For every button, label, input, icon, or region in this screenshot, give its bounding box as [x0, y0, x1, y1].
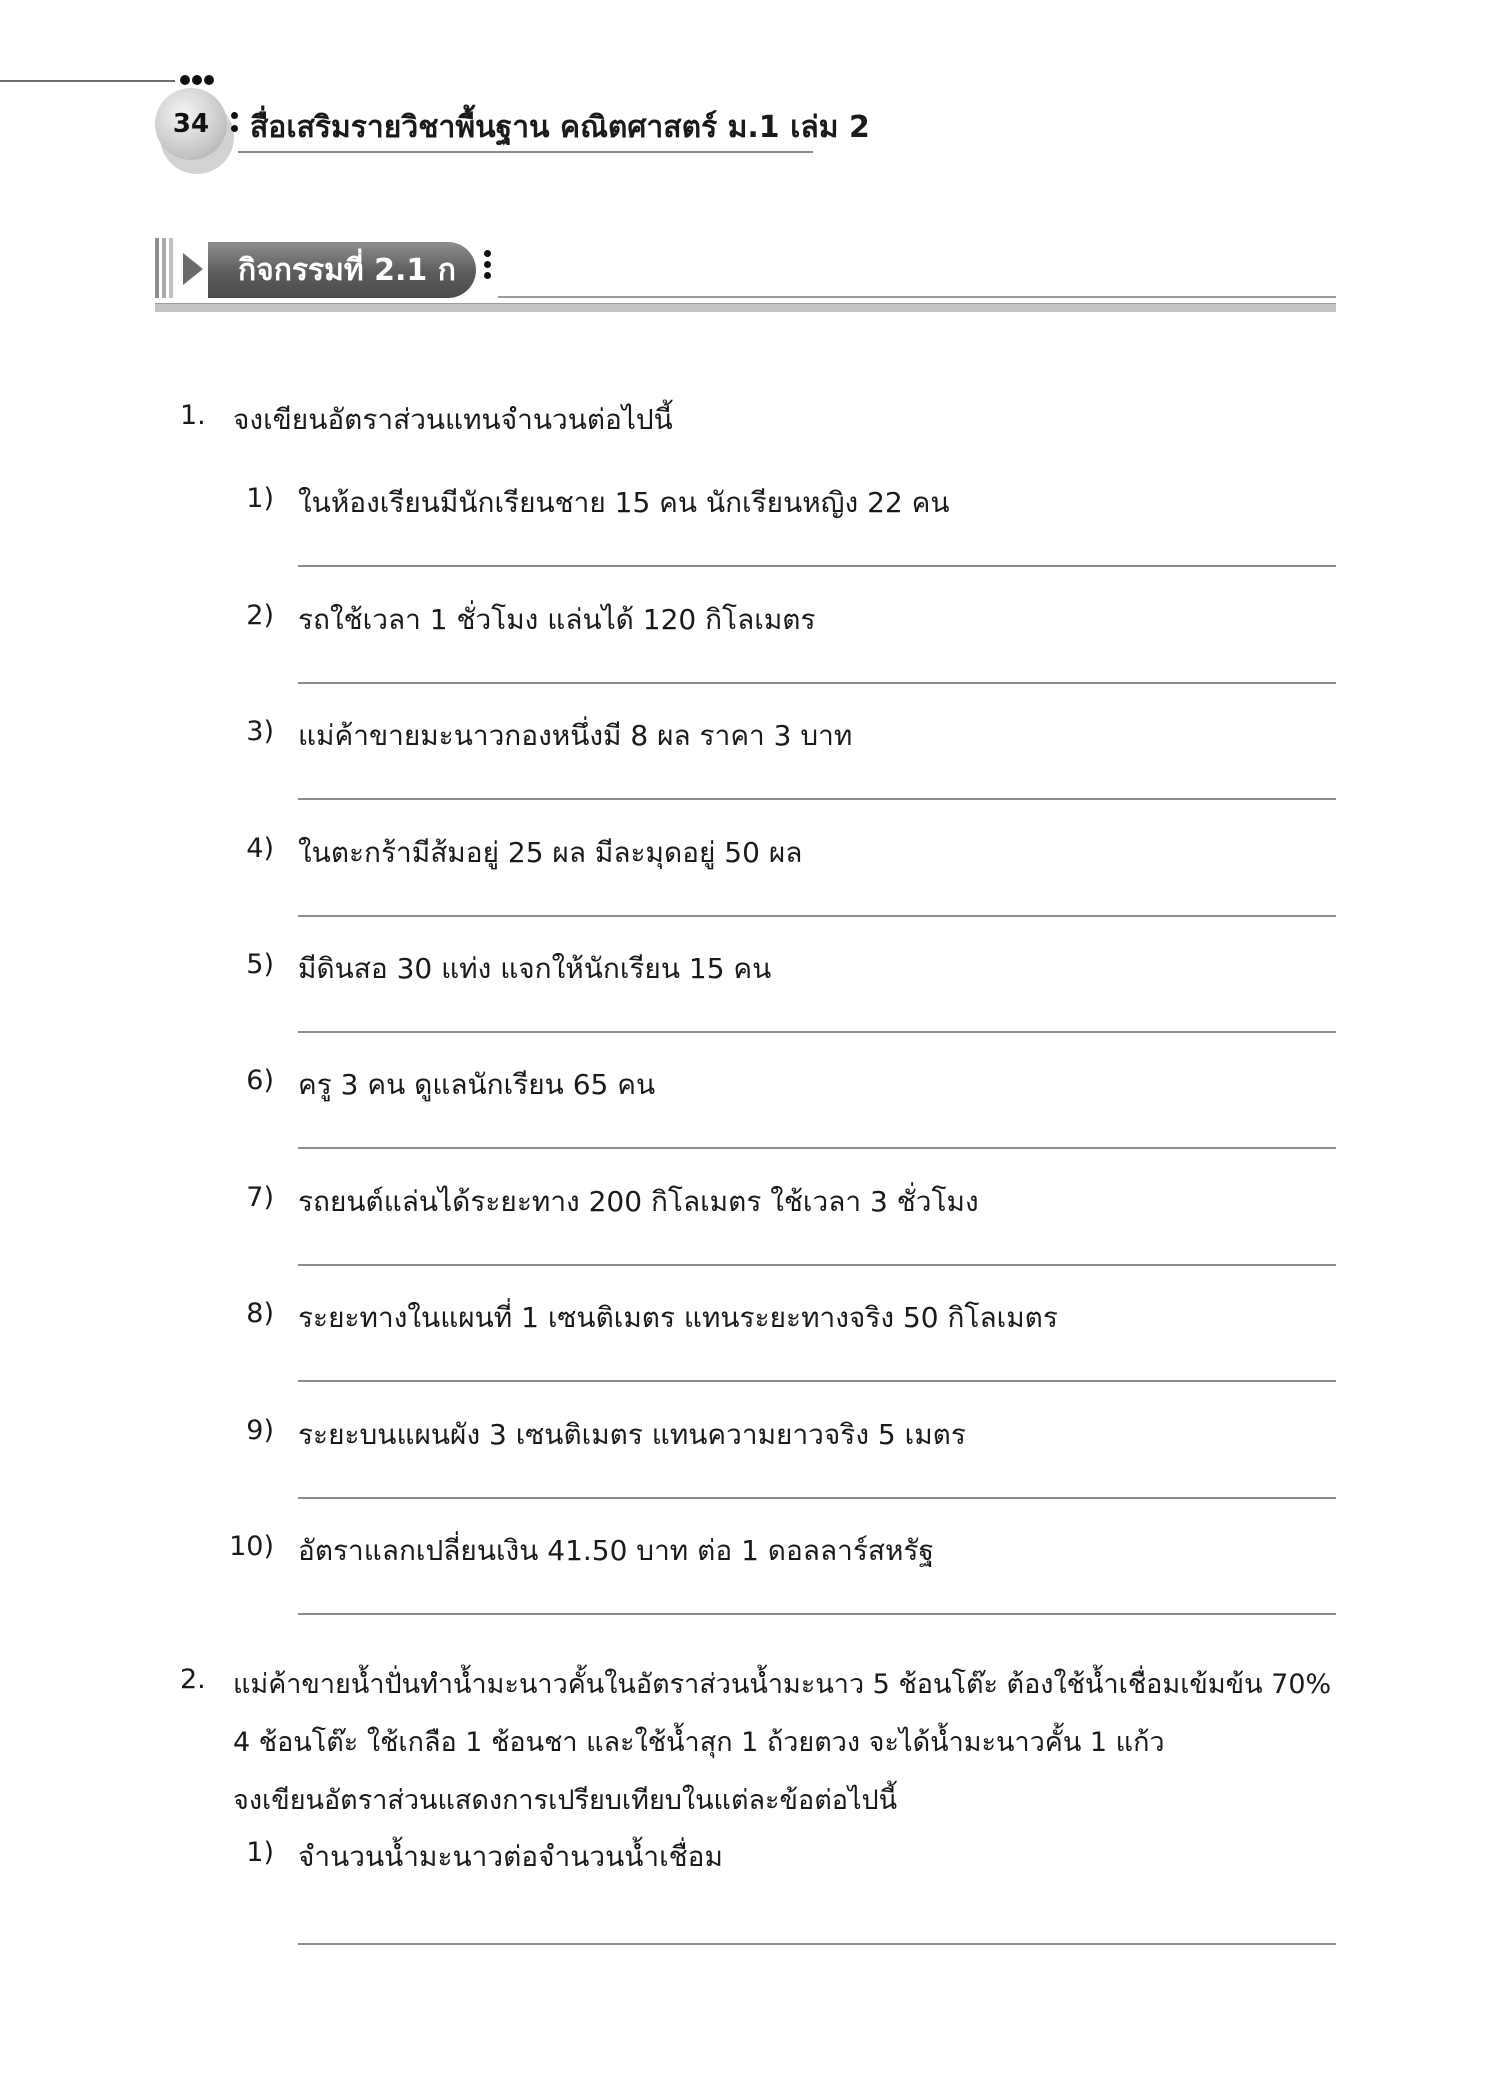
q1-item-7-text: รถยนต์แล่นได้ระยะทาง 200 กิโลเมตร ใช้เวลา 3 ชั่วโมง	[298, 1185, 979, 1218]
banner-rule-base	[155, 303, 1336, 312]
activity-banner	[208, 242, 476, 298]
q2-item-1-text: จำนวนน้ำมะนาวต่อจำนวนน้ำเชื่อม	[298, 1840, 723, 1873]
q2-item-1-answer-line[interactable]	[298, 1943, 1336, 1945]
q1-item-6-text: ครู 3 คน ดูแลนักเรียน 65 คน	[298, 1068, 656, 1101]
q1-item-4-number: 4)	[246, 833, 274, 864]
page-number: 34	[172, 109, 210, 139]
question-2-number: 2.	[180, 1664, 206, 1695]
q1-item-3-answer-line[interactable]	[298, 798, 1336, 800]
q1-item-10-number: 10)	[229, 1531, 274, 1562]
q1-item-6-number: 6)	[246, 1065, 274, 1096]
q1-item-10-text: อัตราแลกเปลี่ยนเงิน 41.50 บาท ต่อ 1 ดอลลาร์สหรัฐ	[298, 1534, 934, 1567]
q1-item-8-number: 8)	[246, 1298, 274, 1329]
book-title: สื่อเสริมรายวิชาพื้นฐาน คณิตศาสตร์ ม.1 เล่ม 2	[250, 110, 870, 145]
q1-item-3-text: แม่ค้าขายมะนาวกองหนึ่งมี 8 ผล ราคา 3 บาท	[298, 719, 853, 752]
q1-item-9-number: 9)	[246, 1415, 274, 1446]
banner-colon-decoration	[484, 250, 491, 283]
q1-item-9-answer-line[interactable]	[298, 1497, 1336, 1499]
q1-item-1-text: ในห้องเรียนมีนักเรียนชาย 15 คน นักเรียนหญิง 22 คน	[298, 486, 950, 519]
banner-arrow-icon	[183, 253, 203, 285]
q1-item-1-number: 1)	[246, 483, 274, 514]
header-underline	[238, 151, 813, 153]
q1-item-5-number: 5)	[246, 949, 274, 980]
question-2-line-3: จงเขียนอัตราส่วนแสดงการเปรียบเทียบในแต่ละข้อต่อไปนี้	[233, 1785, 898, 1816]
header-top-rule	[0, 80, 175, 82]
q1-item-2-number: 2)	[246, 600, 274, 631]
q1-item-4-text: ในตะกร้ามีส้มอยู่ 25 ผล มีละมุดอยู่ 50 ผล	[298, 836, 803, 869]
page-number-badge	[155, 88, 227, 160]
q1-item-10-answer-line[interactable]	[298, 1613, 1336, 1615]
question-1-number: 1.	[180, 400, 206, 431]
q1-item-5-text: มีดินสอ 30 แท่ง แจกให้นักเรียน 15 คน	[298, 952, 772, 985]
q1-item-1-answer-line[interactable]	[298, 565, 1336, 567]
q1-item-2-answer-line[interactable]	[298, 682, 1336, 684]
q1-item-7-number: 7)	[246, 1182, 274, 1213]
q1-item-2-text: รถใช้เวลา 1 ชั่วโมง แล่นได้ 120 กิโลเมตร	[298, 603, 816, 636]
header-colon-decoration	[231, 112, 238, 138]
q2-item-1-number: 1)	[246, 1837, 274, 1868]
question-1-instruction: จงเขียนอัตราส่วนแทนจำนวนต่อไปนี้	[233, 403, 673, 436]
q1-item-4-answer-line[interactable]	[298, 915, 1336, 917]
banner-rule-thin	[498, 296, 1336, 298]
q1-item-5-answer-line[interactable]	[298, 1031, 1336, 1033]
q1-item-8-answer-line[interactable]	[298, 1380, 1336, 1382]
banner-bars-decoration	[155, 238, 173, 298]
q1-item-9-text: ระยะบนแผนผัง 3 เซนติเมตร แทนความยาวจริง 5 เมตร	[298, 1418, 966, 1451]
q1-item-6-answer-line[interactable]	[298, 1147, 1336, 1149]
question-2-line-2: 4 ช้อนโต๊ะ ใช้เกลือ 1 ช้อนชา และใช้น้ำสุก 1 ถ้วยตวง จะได้น้ำมะนาวคั้น 1 แก้ว	[233, 1727, 1165, 1758]
question-2-line-1: แม่ค้าขายน้ำปั่นทำน้ำมะนาวคั้นในอัตราส่วนน้ำมะนาว 5 ช้อนโต๊ะ ต้องใช้น้ำเชื่อมเข้มข้น 70%	[233, 1669, 1332, 1700]
activity-title: กิจกรรมที่ 2.1 ก	[238, 252, 456, 288]
header-dots-decoration	[180, 70, 216, 89]
q1-item-8-text: ระยะทางในแผนที่ 1 เซนติเมตร แทนระยะทางจริง 50 กิโลเมตร	[298, 1301, 1058, 1334]
q1-item-3-number: 3)	[246, 716, 274, 747]
q1-item-7-answer-line[interactable]	[298, 1264, 1336, 1266]
